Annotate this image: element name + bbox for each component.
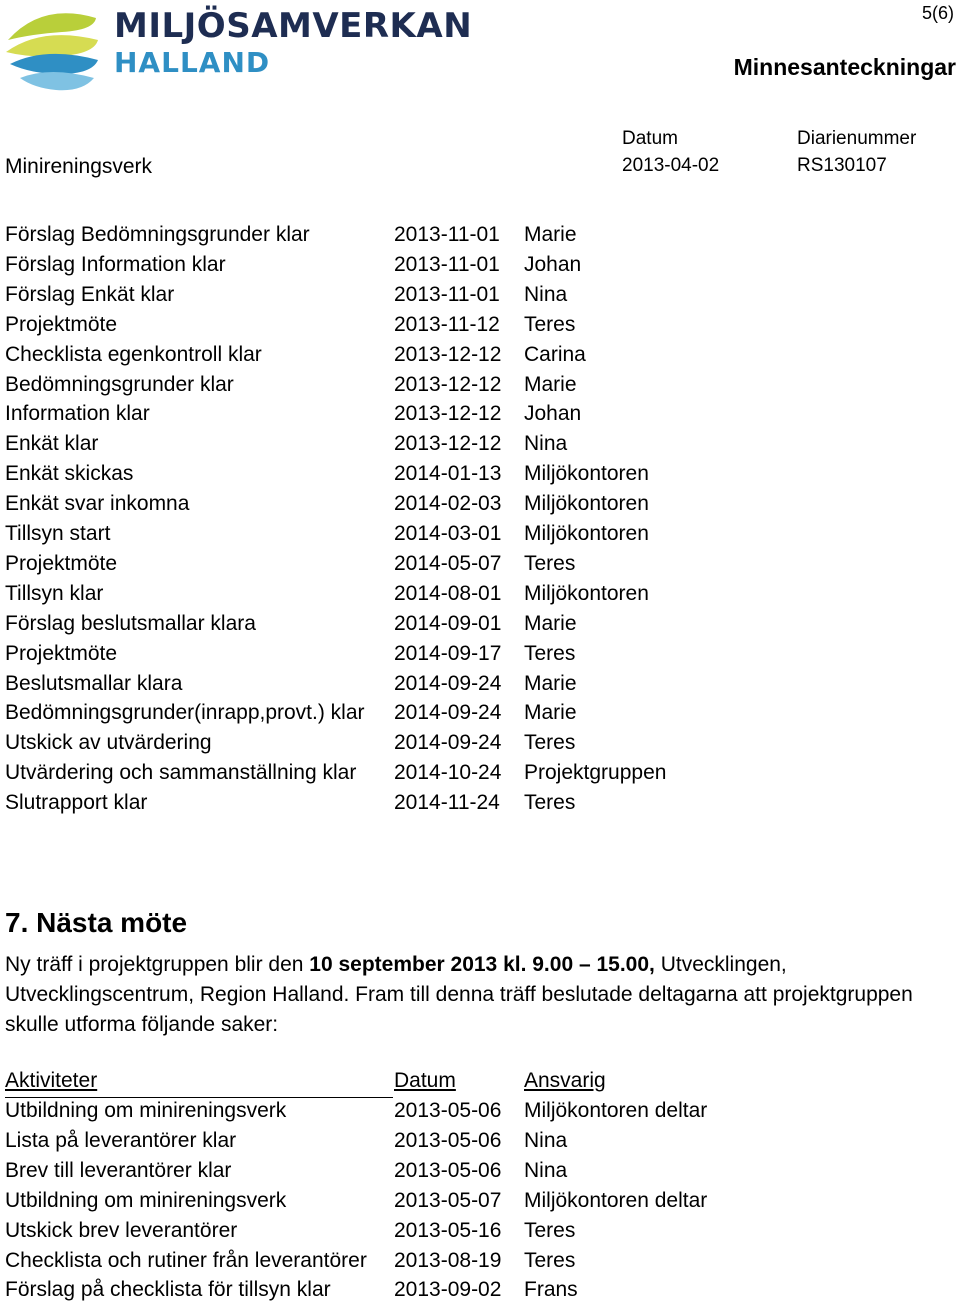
activity-cell: Information klar xyxy=(5,402,150,426)
responsible-cell: Johan xyxy=(524,402,582,426)
document-type: Minnesanteckningar xyxy=(733,54,956,80)
header-responsible: Ansvarig xyxy=(524,1069,606,1092)
responsible-cell: Nina xyxy=(524,1158,568,1182)
date-cell: 2013-12-12 xyxy=(394,402,502,426)
date-cell: 2013-12-12 xyxy=(394,432,502,456)
activity-cell: Förslag beslutsmallar klara xyxy=(5,611,256,635)
date-cell: 2013-05-16 xyxy=(394,1218,502,1242)
date-cell: 2014-09-17 xyxy=(394,641,502,665)
activity-cell: Utskick brev leverantörer xyxy=(5,1218,238,1242)
responsible-cell: Miljökontoren xyxy=(524,492,649,516)
logo-line2: HALLAND xyxy=(114,46,271,79)
responsible-cell: Marie xyxy=(524,372,577,396)
activity-cell: Lista på leverantörer klar xyxy=(5,1128,237,1152)
activity-cell: Projektmöte xyxy=(5,641,118,665)
next-meeting-paragraph xyxy=(5,950,945,1040)
date-cell: 2013-11-12 xyxy=(394,312,500,336)
date-cell: 2014-03-01 xyxy=(394,522,502,545)
date-cell: 2013-12-12 xyxy=(394,372,502,396)
activity-cell: Enkät skickas xyxy=(5,462,134,486)
activity-cell: Förslag Information klar xyxy=(5,252,226,276)
date-cell: 2014-09-24 xyxy=(394,731,502,755)
header-underline xyxy=(5,1097,393,1098)
activity-cell: Checklista egenkontroll klar xyxy=(5,342,262,366)
responsible-cell: Miljökontoren deltar xyxy=(524,1188,708,1212)
activity-cell: Beslutsmallar klara xyxy=(5,671,183,695)
responsible-cell: Marie xyxy=(524,671,577,695)
activity-cell: Projektmöte xyxy=(5,312,118,336)
date-cell: 2013-09-02 xyxy=(394,1278,502,1302)
date-cell: 2013-05-07 xyxy=(394,1188,502,1212)
date-cell: 2013-05-06 xyxy=(394,1099,502,1122)
activity-cell: Förslag Enkät klar xyxy=(5,282,175,306)
date-cell: 2013-11-01 xyxy=(394,282,500,306)
activity-cell: Tillsyn start xyxy=(5,522,111,545)
date-cell: 2014-02-03 xyxy=(394,492,502,516)
paragraph-part1: Ny träff i projektgruppen blir den xyxy=(5,953,310,976)
responsible-cell: Teres xyxy=(524,1248,576,1272)
date-cell: 2013-05-06 xyxy=(394,1158,502,1182)
logo-line1: MILJÖSAMVERKAN xyxy=(114,6,473,46)
registration-label: Diarienummer xyxy=(797,128,917,149)
activity-cell: Förslag Bedömningsgrunder klar xyxy=(5,223,310,246)
responsible-cell: Johan xyxy=(524,252,582,276)
header-activities: Aktiviteter xyxy=(5,1069,98,1092)
activity-cell: Bedömningsgrunder klar xyxy=(5,372,234,396)
responsible-cell: Teres xyxy=(524,551,576,575)
responsible-cell: Nina xyxy=(524,1128,568,1152)
date-label: Datum xyxy=(622,128,678,149)
activity-cell: Brev till leverantörer klar xyxy=(5,1158,232,1182)
responsible-cell: Marie xyxy=(524,611,577,635)
activity-cell: Utvärdering och sammanställning klar xyxy=(5,761,357,785)
responsible-cell: Miljökontoren deltar xyxy=(524,1099,708,1122)
date-cell: 2013-12-12 xyxy=(394,342,502,366)
activity-cell: Checklista och rutiner från leverantörer xyxy=(5,1248,367,1272)
responsible-cell: Teres xyxy=(524,641,576,665)
date-cell: 2014-05-07 xyxy=(394,551,502,575)
activity-cell: Utbildning om minireningsverk xyxy=(5,1188,287,1212)
responsible-cell: Carina xyxy=(524,342,586,366)
logo-mark-icon xyxy=(2,0,102,96)
activity-cell: Utskick av utvärdering xyxy=(5,731,212,755)
date-cell: 2013-11-01 xyxy=(394,252,500,276)
registration-value: RS130107 xyxy=(797,155,887,176)
date-value: 2013-04-02 xyxy=(622,155,720,176)
responsible-cell: Teres xyxy=(524,1218,576,1242)
header-date: Datum xyxy=(394,1069,456,1092)
activity-cell: Förslag på checklista för tillsyn klar xyxy=(5,1278,331,1302)
date-cell: 2014-09-01 xyxy=(394,611,502,635)
date-cell: 2014-10-24 xyxy=(394,761,502,785)
paragraph-bold: 10 september 2013 kl. 9.00 – 15.00, xyxy=(309,953,655,976)
date-cell: 2013-08-19 xyxy=(394,1248,502,1272)
responsible-cell: Marie xyxy=(524,223,577,246)
responsible-cell: Nina xyxy=(524,432,568,456)
responsible-cell: Frans xyxy=(524,1278,578,1302)
miljosamverkan-logo xyxy=(2,0,473,96)
responsible-cell: Miljökontoren xyxy=(524,462,649,486)
responsible-cell: Nina xyxy=(524,282,568,306)
section-heading: 7. Nästa möte xyxy=(5,907,188,938)
activity-cell: Bedömningsgrunder(inrapp,provt.) klar xyxy=(5,701,365,725)
activity-cell: Enkät svar inkomna xyxy=(5,492,190,516)
date-cell: 2013-11-01 xyxy=(394,223,500,246)
activity-cell: Tillsyn klar xyxy=(5,581,104,605)
activity-cell: Projektmöte xyxy=(5,551,118,575)
date-cell: 2014-09-24 xyxy=(394,701,502,725)
responsible-cell: Teres xyxy=(524,312,576,336)
responsible-cell: Miljökontoren xyxy=(524,581,649,605)
date-cell: 2014-08-01 xyxy=(394,581,502,605)
project-name: Minireningsverk xyxy=(5,155,153,178)
page-number: 5(6) xyxy=(921,3,954,23)
responsible-cell: Teres xyxy=(524,791,576,815)
date-cell: 2014-09-24 xyxy=(394,671,502,695)
date-cell: 2013-05-06 xyxy=(394,1128,502,1152)
activity-cell: Slutrapport klar xyxy=(5,791,148,815)
activity-cell: Utbildning om minireningsverk xyxy=(5,1099,287,1122)
activity-cell: Enkät klar xyxy=(5,432,99,456)
responsible-cell: Miljökontoren xyxy=(524,522,649,545)
responsible-cell: Projektgruppen xyxy=(524,761,667,785)
responsible-cell: Marie xyxy=(524,701,577,725)
responsible-cell: Teres xyxy=(524,731,576,755)
paragraph-part2: Utvecklingen, Utvecklingscentrum, Region Halland. Fram till denna träff beslutade deltagarna att projektgruppen skulle utforma följande saker: xyxy=(5,953,913,1036)
date-cell: 2014-01-13 xyxy=(394,462,502,486)
date-cell: 2014-11-24 xyxy=(394,791,500,815)
